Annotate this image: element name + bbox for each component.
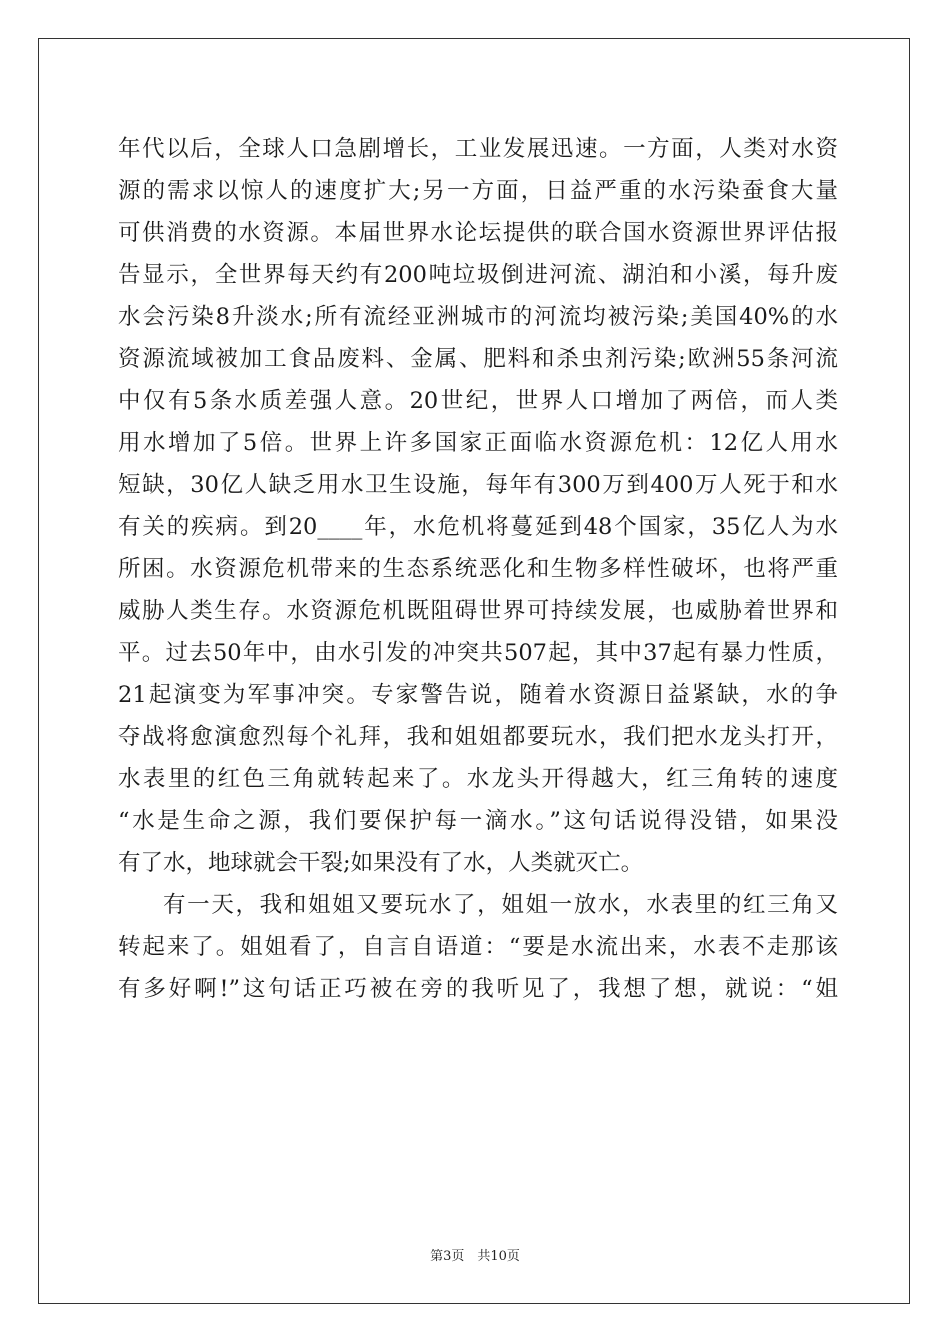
page-footer — [0, 1249, 950, 1265]
text-line: 威胁人类生存。水资源危机既阻碍世界可持续发展，也威胁着世界和 — [118, 598, 838, 624]
text-line: 有一天，我和姐姐又要玩水了，姐姐一放水，水表里的红三角又 — [163, 892, 838, 918]
text-line: 用水增加了5倍。世界上许多国家正面临水资源危机：12亿人用水 — [118, 430, 838, 456]
text-line: 夺战将愈演愈烈每个礼拜，我和姐姐都要玩水，我们把水龙头打开， — [118, 724, 838, 750]
text-line: 短缺，30亿人缺乏用水卫生设施，每年有300万到400万人死于和水 — [118, 472, 838, 498]
text-line: 转起来了。姐姐看了，自言自语道：“要是水流出来，水表不走那该 — [118, 934, 838, 960]
text-line: 资源流域被加工食品废料、金属、肥料和杀虫剂污染;欧洲55条河流 — [118, 346, 838, 372]
document-body — [118, 128, 838, 1010]
page-number: 第3页 共10页 — [430, 1249, 520, 1264]
text-line: 水会污染8升淡水;所有流经亚洲城市的河流均被污染;美国40%的水 — [118, 304, 838, 330]
text-line: 21起演变为军事冲突。专家警告说，随着水资源日益紧缺，水的争 — [118, 682, 838, 708]
text-line: 有关的疾病。到20____年，水危机将蔓延到48个国家，35亿人为水 — [118, 514, 838, 540]
text-line: “水是生命之源，我们要保护每一滴水。”这句话说得没错，如果没 — [118, 808, 838, 834]
text-line: 中仅有5条水质差强人意。20世纪，世界人口增加了两倍，而人类 — [118, 388, 838, 414]
text-line: 有多好啊!”这句话正巧被在旁的我听见了，我想了想，就说：“姐 — [118, 976, 838, 1002]
text-line: 年代以后，全球人口急剧增长，工业发展迅速。一方面，人类对水资 — [118, 136, 838, 162]
text-line: 平。过去50年中，由水引发的冲突共507起，其中37起有暴力性质， — [118, 640, 838, 666]
text-line: 源的需求以惊人的速度扩大;另一方面，日益严重的水污染蚕食大量 — [118, 178, 838, 204]
text-line: 水表里的红色三角就转起来了。水龙头开得越大，红三角转的速度 — [118, 766, 838, 792]
text-line: 所困。水资源危机带来的生态系统恶化和生物多样性破坏，也将严重 — [118, 556, 838, 582]
text-line: 有了水，地球就会干裂;如果没有了水，人类就灭亡。 — [118, 850, 644, 876]
text-line: 可供消费的水资源。本届世界水论坛提供的联合国水资源世界评估报 — [118, 220, 838, 246]
text-line: 告显示，全世界每天约有200吨垃圾倒进河流、湖泊和小溪，每升废 — [118, 262, 838, 288]
